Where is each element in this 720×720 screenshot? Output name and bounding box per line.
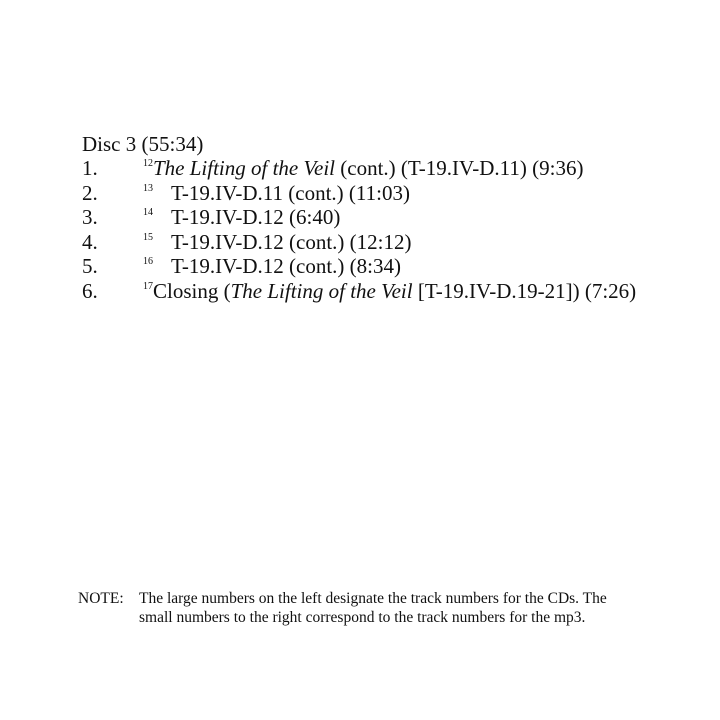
cd-track-number: 2. [82, 180, 98, 205]
track-details: (cont.) (T-19.IV-D.11) (9:36) [335, 156, 584, 180]
track-description: 17Closing (The Lifting of the Veil [T-19.IV-D.19-21]) (7:26) [143, 278, 637, 303]
note-label: NOTE: [78, 590, 124, 607]
disc-heading: Disc 3 (55:34) [82, 132, 204, 156]
track-row-1 [82, 156, 702, 181]
track-italic-title: The Lifting of the Veil [230, 278, 413, 303]
track-details: T-19.IV-D.12 (6:40) [171, 205, 341, 230]
cd-track-number: 4. [82, 229, 98, 254]
track-row-3 [82, 205, 702, 230]
cd-track-number: 5. [82, 254, 98, 279]
track-italic-title: The Lifting of the Veil [153, 156, 335, 180]
track-details: [T-19.IV-D.19-21]) (7:26) [412, 278, 637, 303]
disc-track-listing [82, 132, 702, 304]
note-line-1: The large numbers on the left designate the track numbers for the CDs. The [139, 590, 607, 607]
cd-track-number: 1. [82, 156, 98, 180]
track-description: 15 T-19.IV-D.12 (cont.) (12:12) [143, 229, 412, 254]
track-row-5 [82, 254, 702, 279]
track-description: 13 T-19.IV-D.11 (cont.) (11:03) [143, 180, 410, 205]
note-text [139, 589, 639, 627]
track-description: 16 T-19.IV-D.12 (cont.) (8:34) [143, 254, 401, 279]
note-line-2: small numbers to the right correspond to the track numbers for the mp3. [139, 609, 586, 626]
cd-track-number: 3. [82, 205, 98, 230]
track-row-6 [82, 279, 702, 304]
track-details: T-19.IV-D.11 (cont.) (11:03) [171, 180, 410, 205]
track-details: T-19.IV-D.12 (cont.) (8:34) [171, 254, 401, 279]
track-row-4 [82, 230, 702, 255]
track-description: 14 T-19.IV-D.12 (6:40) [143, 205, 341, 230]
track-description: 12The Lifting of the Veil (cont.) (T-19.IV-D.11) (9:36) [143, 156, 584, 180]
cd-track-number: 6. [82, 278, 98, 303]
track-details: T-19.IV-D.12 (cont.) (12:12) [171, 229, 412, 254]
track-prefix: Closing ( [153, 278, 231, 303]
track-row-2 [82, 181, 702, 206]
